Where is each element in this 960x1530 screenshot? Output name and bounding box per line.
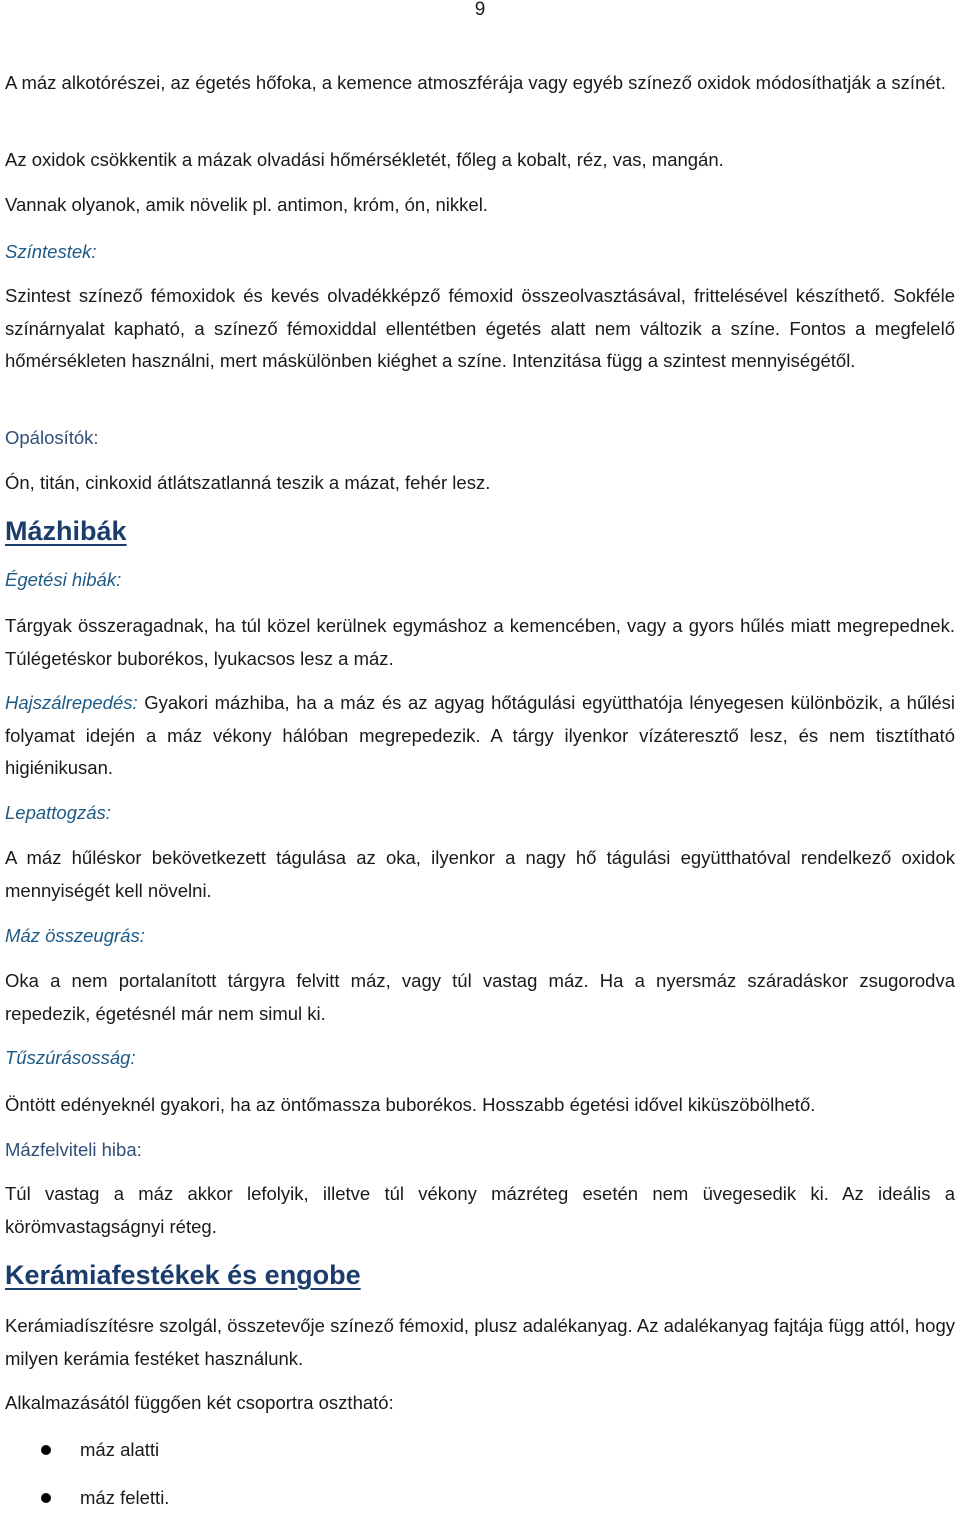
opalositok-paragraph: Ón, titán, cinkoxid átlátszatlanná teszik a mázat, fehér lesz. [5,472,491,493]
list-item [5,1482,169,1530]
list-item [5,1434,169,1482]
alkalmazas-list [5,1434,169,1530]
tuszurasossag-paragraph: Öntött edényeknél gyakori, ha az öntőmassza buborékos. Hosszabb égetési idővel kiküszöbölhető. [5,1094,816,1115]
intro-paragraph-1: A máz alkotórészei, az égetés hőfoka, a kemence atmoszférája vagy egyéb színező oxidok módosíthatják a színét. [5,72,946,93]
intro-paragraph-2: Az oxidok csökkentik a mázak olvadási hőmérsékletét, főleg a kobalt, réz, vas, mangán. [5,149,724,170]
szintestek-heading: Színtestek: [5,241,97,262]
hajszalrepedes-text: Gyakori mázhiba, ha a máz és az agyag hőtágulási együtthatója lényegesen különbözik, a hűlési folyamat idején a máz vékony hálóban megrepedezik. A tárgy ilyenkor vízáteresztő lesz, és nem tisztítható higiénikusan. [5,692,955,778]
keramiafestekek-paragraph-2: Alkalmazásától függően két csoportra osztható: [5,1392,394,1413]
lepattogzas-heading: Lepattogzás: [5,802,111,823]
maz-osszeugras-heading: Máz összeugrás: [5,925,145,946]
intro-paragraph-3: Vannak olyanok, amik növelik pl. antimon, króm, ón, nikkel. [5,194,488,215]
mazfelviteli-hiba-heading: Mázfelviteli hiba: [5,1139,142,1160]
section-title-keramiafestekek: Kerámiafestékek és engobe [5,1260,361,1290]
mazfelviteli-hiba-paragraph: Túl vastag a máz akkor lefolyik, illetve túl vékony mázréteg esetén nem üvegesedik ki. Az ideális a körömvastagságnyi réteg. [5,1183,955,1237]
bullet-icon [41,1445,51,1455]
section-title-mazhibak: Mázhibák [5,516,127,546]
opalositok-heading: Opálosítók: [5,427,99,448]
egetesi-hibak-heading: Égetési hibák: [5,569,122,590]
lepattogzas-paragraph: A máz hűléskor bekövetkezett tágulása az oka, ilyenkor a nagy hő tágulási együtthatóval rendelkező oxidok mennyiségét kell növelni. [5,847,955,901]
hajszalrepedes-label: Hajszálrepedés: [5,692,138,713]
maz-osszeugras-paragraph: Oka a nem portalanított tárgyra felvitt máz, vagy túl vastag máz. Ha a nyersmáz száradáskor zsugorodva repedezik, égetésnél már nem simul ki. [5,970,955,1024]
egetesi-hibak-paragraph: Tárgyak összeragadnak, ha túl közel kerülnek egymáshoz a kemencében, vagy a gyors hűlés miatt megrepednek. Túlégetéskor buborékos, lyukacsos lesz a máz. [5,615,955,669]
tuszurasossag-heading: Tűszúrásosság: [5,1047,136,1068]
list-item-text: máz alatti [80,1439,160,1460]
keramiafestekek-paragraph-1: Kerámiadíszítésre szolgál, összetevője színező fémoxid, plusz adalékanyag. Az adalékanyag fajtája függ attól, hogy milyen kerámia festéket használunk. [5,1315,955,1369]
hajszalrepedes-paragraph [5,687,955,785]
bullet-icon [41,1493,51,1503]
szintestek-paragraph: Szintest színező fémoxidok és kevés olvadékképző fémoxid összeolvasztásával, frittelésével készíthető. Sokféle színárnyalat kapható, a színező fémoxiddal ellentétben égetés alatt nem változik a színe. Fontos a megfelelő hőmérsékleten használni, mert máskülönben kiéghet a színe. Intenzitása függ a szintest mennyiségétől. [5,285,955,371]
list-item-text: máz feletti. [80,1487,170,1508]
page-number: 9 [474,0,486,20]
